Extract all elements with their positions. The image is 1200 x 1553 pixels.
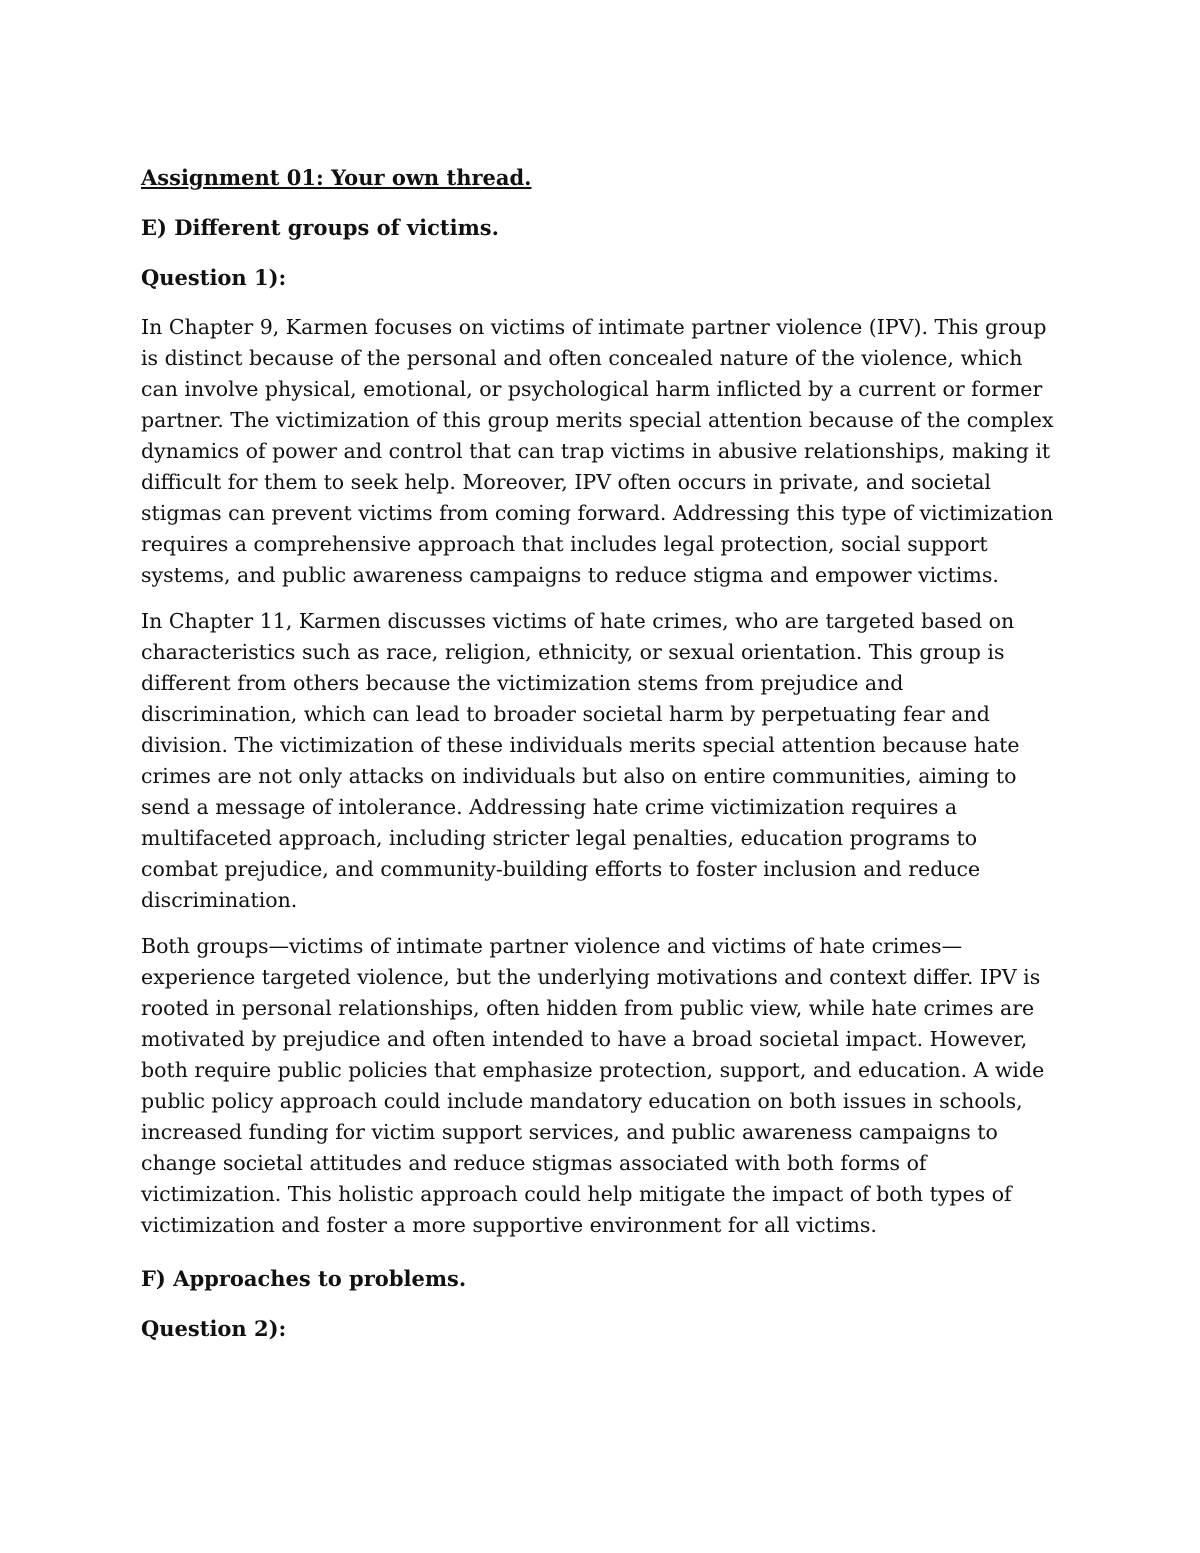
document-page	[141, 162, 1056, 1363]
question-1-heading: Question 1):	[141, 265, 287, 290]
paragraph-ipv: In Chapter 9, Karmen focuses on victims of intimate partner violence (IPV). This group is distinct because of the personal and often concealed nature of the violence, which can involve physical, emotional, or psychological harm inflicted by a current or former partner. The victimization of this group merits special attention because of the complex dynamics of power and control that can trap victims in abusive relationships, making it difficult for them to seek help. Moreover, IPV often occurs in private, and societal stigmas can prevent victims from coming forward. Addressing this type of victimization requires a comprehensive approach that includes legal protection, social support systems, and public awareness campaigns to reduce stigma and empower victims.	[141, 315, 1054, 587]
paragraph-comparison: Both groups—victims of intimate partner violence and victims of hate crimes—experience targeted violence, but the underlying motivations and context differ. IPV is rooted in personal relationships, often hidden from public view, while hate crimes are motivated by prejudice and often intended to have a broad societal impact. However, both require public policies that emphasize protection, support, and education. A wide public policy approach could include mandatory education on both issues in schools, increased funding for victim support services, and public awareness campaigns to change societal attitudes and reduce stigmas associated with both forms of victimization. This holistic approach could help mitigate the impact of both types of victimization and foster a more supportive environment for all victims.	[141, 934, 1045, 1237]
paragraph-hate-crimes: In Chapter 11, Karmen discusses victims of hate crimes, who are targeted based on characteristics such as race, religion, ethnicity, or sexual orientation. This group is different from others because the victimization stems from prejudice and discrimination, which can lead to broader societal harm by perpetuating fear and division. The victimization of these individuals merits special attention because hate crimes are not only attacks on individuals but also on entire communities, aiming to send a message of intolerance. Addressing hate crime victimization requires a multifaceted approach, including stricter legal penalties, education programs to combat prejudice, and community-building efforts to foster inclusion and reduce discrimination.	[141, 609, 1020, 912]
section-e-heading: E) Different groups of victims.	[141, 215, 499, 240]
section-f-heading: F) Approaches to problems.	[141, 1266, 467, 1291]
assignment-title: Assignment 01: Your own thread.	[141, 165, 532, 190]
question-2-heading: Question 2):	[141, 1316, 287, 1341]
